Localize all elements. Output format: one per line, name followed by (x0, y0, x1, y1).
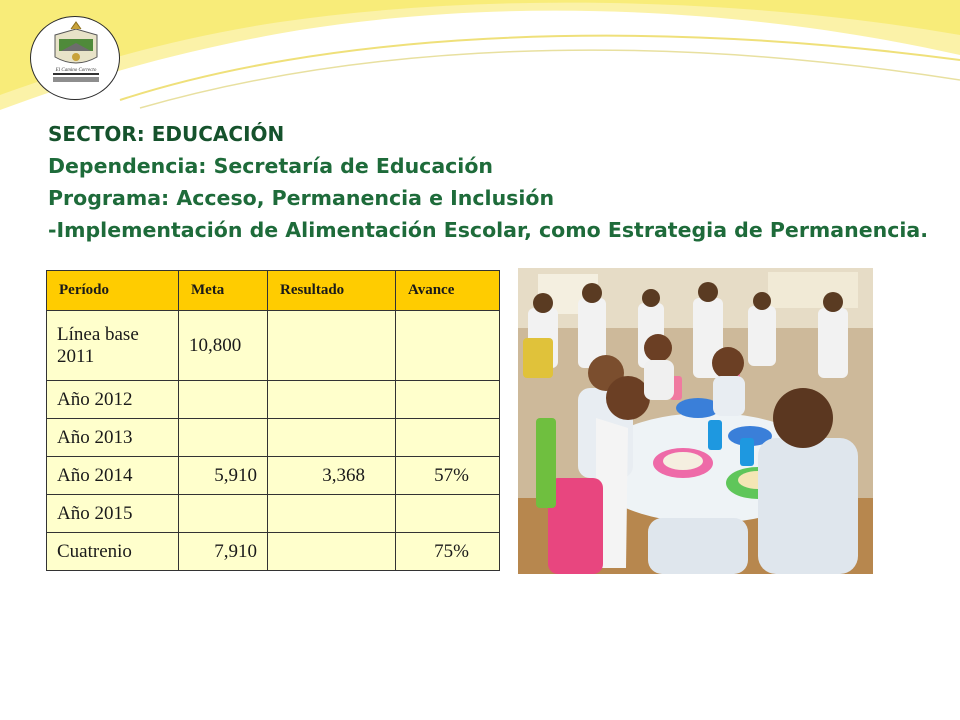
implementacion-heading: -Implementación de Alimentación Escolar, como Estrategia de Permanencia. (48, 218, 929, 242)
logo-caption: El Camino Correcto (55, 68, 97, 73)
dependencia-heading: Dependencia: Secretaría de Educación (48, 154, 494, 178)
cell-avance (396, 495, 500, 533)
slide-headings (48, 118, 928, 246)
header-meta: Meta (179, 271, 268, 311)
table-row (47, 457, 500, 495)
cell-avance (396, 419, 500, 457)
cell-periodo: Año 2015 (47, 495, 179, 533)
cell-avance (396, 311, 500, 381)
cell-meta (179, 419, 268, 457)
school-lunch-photo (518, 268, 873, 574)
cell-avance (396, 381, 500, 419)
table-row (47, 381, 500, 419)
cell-resultado (268, 419, 396, 457)
cell-periodo: Línea base 2011 (47, 311, 179, 381)
cell-periodo: Cuatrenio (47, 533, 179, 571)
cell-resultado (268, 495, 396, 533)
table-header-row (47, 271, 500, 311)
cell-meta (179, 381, 268, 419)
cell-resultado (268, 533, 396, 571)
cell-periodo: Año 2012 (47, 381, 179, 419)
cell-periodo: Año 2014 (47, 457, 179, 495)
table-row (47, 495, 500, 533)
sector-heading: SECTOR: EDUCACIÓN (48, 122, 285, 146)
cell-resultado (268, 311, 396, 381)
cell-avance: 75% (396, 533, 500, 571)
cell-meta: 10,800 (179, 311, 268, 381)
cell-periodo: Año 2013 (47, 419, 179, 457)
cell-meta: 5,910 (179, 457, 268, 495)
cell-meta: 7,910 (179, 533, 268, 571)
header-avance: Avance (396, 271, 500, 311)
cell-resultado (268, 381, 396, 419)
cell-resultado: 3,368 (268, 457, 396, 495)
table-row (47, 533, 500, 571)
cell-avance: 57% (396, 457, 500, 495)
table-row (47, 311, 500, 381)
header-resultado: Resultado (268, 271, 396, 311)
table-row (47, 419, 500, 457)
header-periodo: Período (47, 271, 179, 311)
results-table (46, 270, 500, 571)
programa-heading: Programa: Acceso, Permanencia e Inclusión (48, 186, 555, 210)
cell-meta (179, 495, 268, 533)
municipality-logo (30, 16, 120, 100)
